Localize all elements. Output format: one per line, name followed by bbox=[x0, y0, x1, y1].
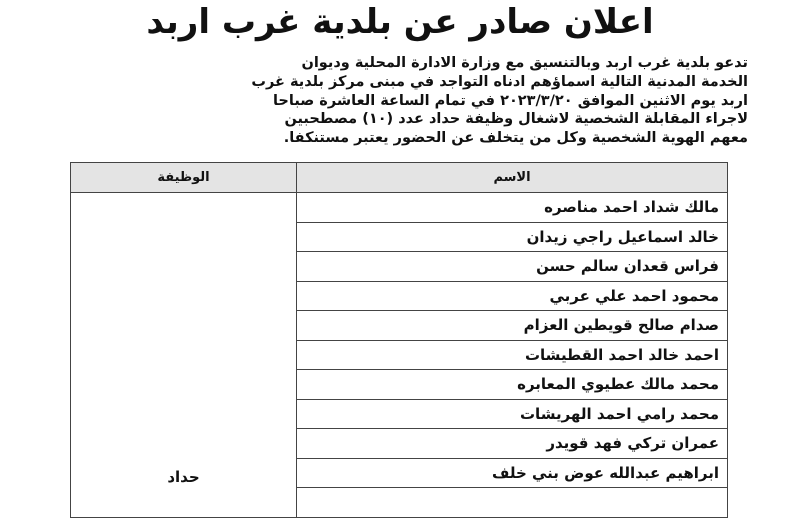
candidate-name: محمد رامي احمد الهريشات bbox=[297, 399, 728, 429]
candidate-name: محمد مالك عطيوي المعابره bbox=[297, 370, 728, 400]
candidate-name: ابراهيم عبدالله عوض بني خلف bbox=[297, 458, 728, 488]
candidates-table bbox=[70, 162, 728, 518]
job-cell: حداد bbox=[71, 193, 297, 518]
candidate-name: فراس قعدان سالم حسن bbox=[297, 252, 728, 282]
header-job: الوظيفة bbox=[71, 163, 297, 193]
candidate-name: احمد خالد احمد القطيشات bbox=[297, 340, 728, 370]
candidate-name: مالك شداد احمد مناصره bbox=[297, 193, 728, 223]
table-header-row bbox=[71, 163, 728, 193]
announcement-title: اعلان صادر عن بلدية غرب اربد bbox=[146, 2, 654, 42]
body-line: تدعو بلدية غرب اربد وبالتنسيق مع وزارة الادارة المحلية وديوان bbox=[301, 55, 748, 71]
announcement-body bbox=[72, 54, 748, 148]
candidate-name: صدام صالح قويطين العزام bbox=[297, 311, 728, 341]
candidate-name: خالد اسماعيل راجي زيدان bbox=[297, 222, 728, 252]
table-row bbox=[71, 193, 728, 223]
candidate-name-empty bbox=[297, 488, 728, 518]
body-line: الخدمة المدنية التالية اسماؤهم ادناه التواجد في مبنى مركز بلدية غرب bbox=[251, 73, 748, 90]
body-line: معهم الهوية الشخصية وكل من يتخلف عن الحضور يعتبر مستنكفا. bbox=[283, 130, 748, 147]
candidate-name: محمود احمد علي عربي bbox=[297, 281, 728, 311]
candidate-name: عمران تركي فهد قويدر bbox=[297, 429, 728, 459]
body-line: لاجراء المقابلة الشخصية لاشغال وظيفة حداد عدد (١٠) مصطحبين bbox=[284, 111, 748, 128]
body-line: اربد يوم الاثنين الموافق ٢٠٢٣/٣/٢٠ في تمام الساعة العاشرة صباحا bbox=[272, 92, 748, 109]
header-name: الاسم bbox=[297, 163, 728, 193]
